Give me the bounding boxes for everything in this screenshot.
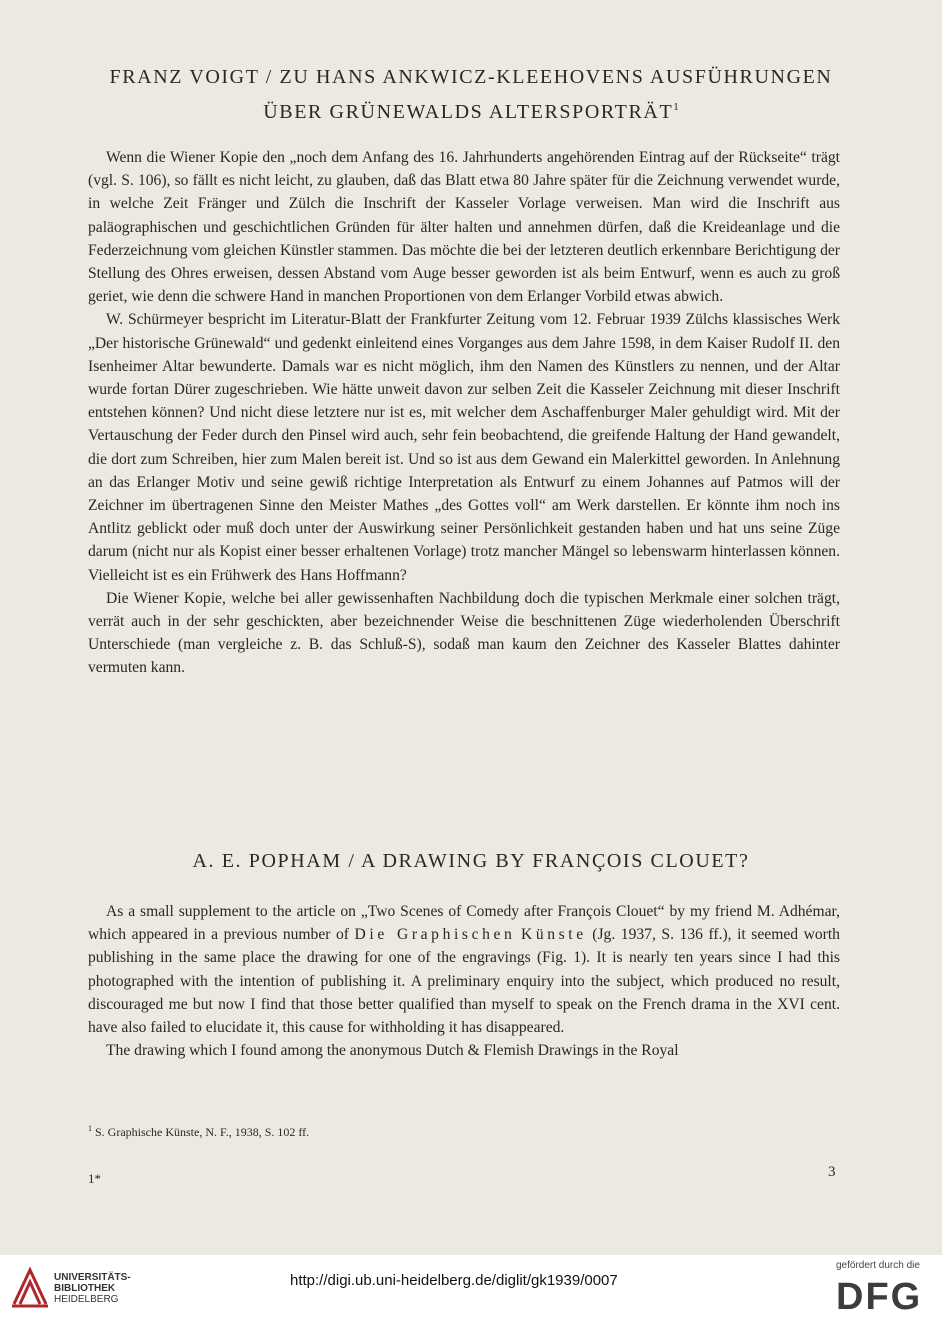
article1-paragraph-1: Wenn die Wiener Kopie den „noch dem Anfang des 16. Jahrhunderts angehörenden Eintrag auf der Rückseite“ trägt (vgl. S. 106), so fällt es nicht leicht, zu glauben, daß das Blatt etwa 80 Jahre später für die Zeichnung verwendet wurde, in welche Zeit Fränger und Zülch die Inschrift der Kasseler Vorlage verweisen. Man wird die Inschrift aus paläographischen und geschichtlichen Gründen für älter halten und annehmen dürfen, daß die Kreideanlage und die Federzeichnung vom gleichen Künstler stammen. Das möchte die bei der letzteren deutlich erkennbare Berichtigung der Stellung des Ohres erweisen, dessen Abstand vom Auge besser geworden ist als beim Entwurf, wenn es auch zu groß geriet, wie denn die schwere Hand in manchen Proportionen von dem Erlanger Vorbild etwas abwich. xyxy=(88,149,840,306)
footnote xyxy=(88,1124,309,1140)
signature-mark: 1* xyxy=(88,1171,101,1186)
article2-title: A. E. POPHAM / A DRAWING BY FRANÇOIS CLOUET? xyxy=(192,850,750,872)
article2-p1-text-after: (Jg. 1937, S. 136 ff.), it seemed worth publishing in the same place the drawing for one of the engravings (Fig. 1). It is nearly ten years since I had this photographed with the intention of publishing it. A preliminary enquiry into the subject, which produced no result, discouraged me but now I find that those better qualified than myself to speak on the French drama in the XVI cent. have also failed to elucidate it, this cause for withholding it has disappeared. xyxy=(88,926,840,1037)
dfg-logo[interactable]: DFG xyxy=(836,1276,923,1318)
article1-body xyxy=(88,146,840,680)
footnote-marker: 1 xyxy=(88,1124,92,1133)
funding-note: gefördert durch die xyxy=(836,1260,920,1271)
article2-p1-text-before: As a small supplement to the article on „Two Scenes of Comedy after François Clouet“ by my friend M. Adhémar, which appeared in a previous number of xyxy=(88,903,840,944)
article1-title-line2 xyxy=(40,92,902,127)
footnote-text: S. Graphische Künste, N. F., 1938, S. 102 ff. xyxy=(95,1125,310,1139)
library-name-line3: HEIDELBERG xyxy=(54,1294,119,1305)
footnote-reference: 1 xyxy=(673,101,679,113)
library-name xyxy=(54,1272,131,1305)
library-logo[interactable] xyxy=(10,1262,160,1312)
page-number: 3 xyxy=(828,1164,836,1180)
article2-paragraph-1 xyxy=(88,900,840,1039)
article2-body xyxy=(88,900,840,1062)
journal-name-spaced: Die Graphischen xyxy=(354,926,516,944)
heidelberg-library-logo-icon xyxy=(10,1266,50,1308)
article1-title xyxy=(40,62,902,127)
permalink-url[interactable]: http://digi.ub.uni-heidelberg.de/diglit/gk1939/0007 xyxy=(290,1272,618,1289)
article1-title-line1: FRANZ VOIGT / ZU HANS ANKWICZ-KLEEHOVENS AUSFÜHRUNGEN xyxy=(109,66,833,88)
footer-bar xyxy=(0,1255,942,1322)
library-name-line1: UNIVERSITÄTS- xyxy=(54,1272,131,1283)
article1-paragraph-2: W. Schürmeyer bespricht im Literatur-Blatt der Frankfurter Zeitung vom 12. Februar 1939 Zülchs klassisches Werk „Der historische Grünewald“ und gedenkt einleitend eines Vorganges aus dem Jahre 1598, in dem Kaiser Rudolf II. den Isenheimer Altar bewunderte. Damals war es nicht möglich, ihm den Namen des Künstlers zu nennen, und der Altar wurde fortan Dürer zugeschrieben. Wie hätte unweit davon zur selben Zeit die Kasseler Zeichnung mit dieser Inschrift entstehen können? Und nicht diese letztere nur ist es, mit welcher dem Aschaffenburger Maler gehuldigt wird. Mit der Vertauschung der Feder durch den Pinsel wird auch, sehr fein beobachtend, die greifende Haltung der Hand gewandelt, die dort zum Schreiben, hier zum Malen bereit ist. Und so ist aus dem Gewand ein Malerkittel geworden. In Anlehnung an das Erlanger Motiv und seine gewiß richtige Interpretation als Entwurf zu einem Johannes auf Patmos will der Zeichner im übertragenen Sinne den Meister Mathes „des Gottes voll“ am Werk darstellen. Er könnte ihm noch ins Antlitz geblickt oder muß doch unter der Auswirkung seiner Persönlichkeit gestanden haben und hat uns seine Züge darum (nicht nur als Kopist einer besser erhaltenen Vorlage) trotz mancher Mängel so lebenswarm hinterlassen können. Vielleicht ist es ein Frühwerk des Hans Hoffmann? xyxy=(88,311,840,584)
journal-name-spaced-cont: Künste xyxy=(520,926,587,944)
article1-title-line2-text: ÜBER GRÜNEWALDS ALTERSPORTRÄT xyxy=(263,101,674,123)
article1-paragraph-3: Die Wiener Kopie, welche bei aller gewissenhaften Nachbildung doch die typischen Merkmale einer solchen trägt, verrät auch in der sehr geschickten, aber bezeichnender Weise die beschnittenen Züge wiederholenden Überschrift Unterschiede (man vergleiche z. B. das Schluß-S), sodaß man kaum den Zeichner des Kasseler Blattes dahinter vermuten kann. xyxy=(88,589,840,677)
library-name-line2: BIBLIOTHEK xyxy=(54,1283,116,1294)
article2-paragraph-2: The drawing which I found among the anonymous Dutch & Flemish Drawings in the Royal xyxy=(106,1042,679,1060)
